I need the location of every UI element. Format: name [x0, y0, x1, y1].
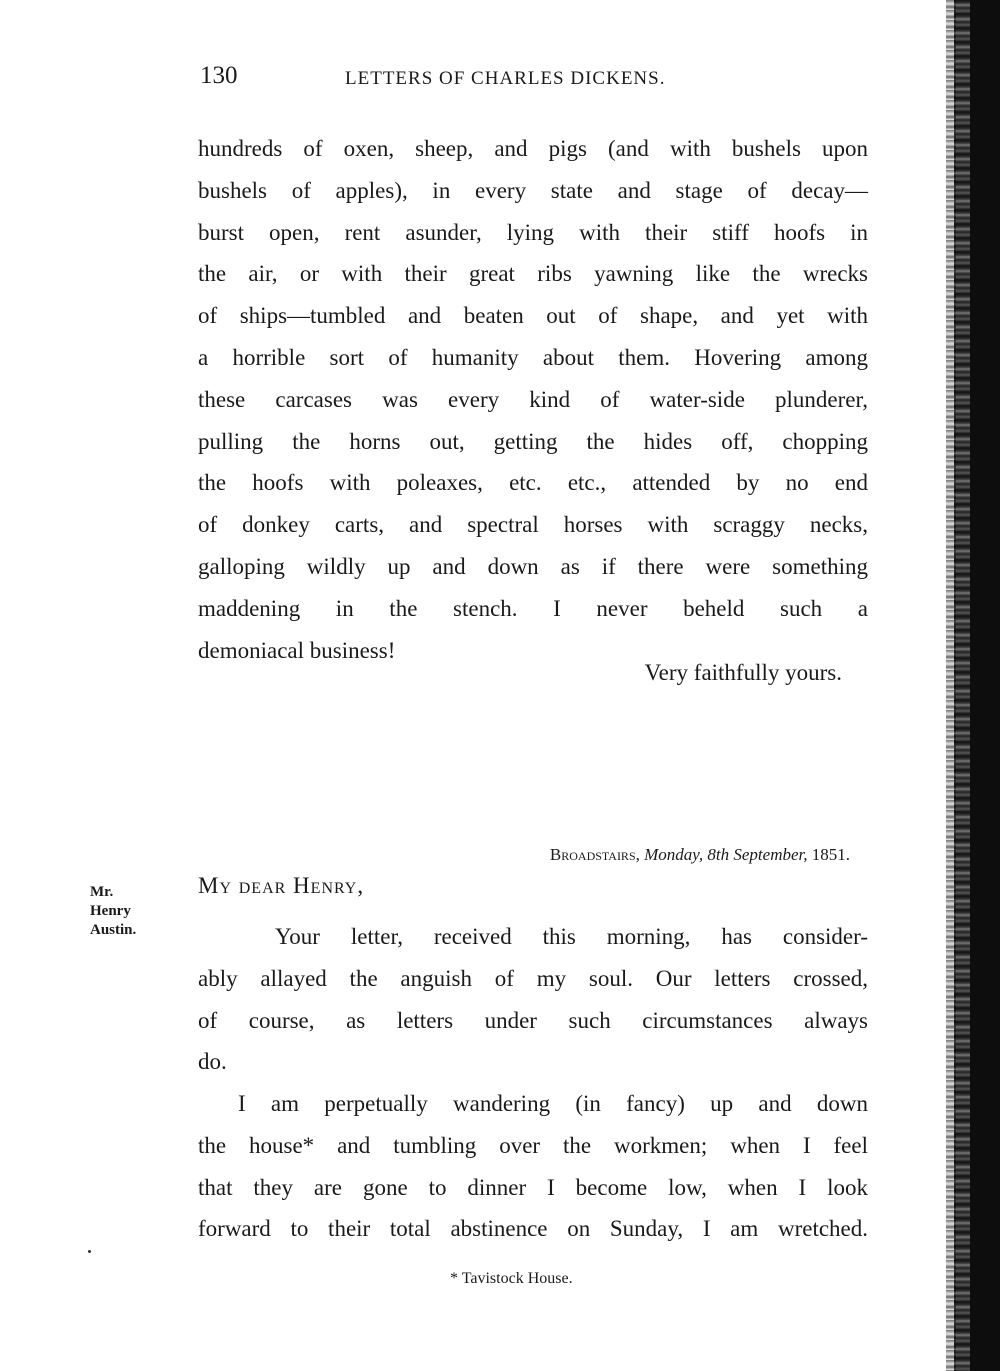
text-line: maddening in the stench. I never beheld such a	[198, 595, 868, 621]
text-line: forward to their total abstinence on Sunday, I am wretched.	[198, 1216, 868, 1242]
text-line: of donkey carts, and spectral horses with scraggy necks,	[198, 512, 868, 538]
letter-end-text	[198, 128, 868, 671]
margin-note-line: Henry	[90, 903, 131, 919]
text-line: these carcases was every kind of water-side plunderer,	[198, 386, 868, 412]
dateline-year: 1851.	[811, 845, 850, 864]
text-line: Your letter, received this morning, has consider-	[275, 924, 868, 949]
text-line: demoniacal business!	[198, 637, 396, 663]
text-line: the house* and tumbling over the workmen; when I feel	[198, 1132, 868, 1158]
text-line: of course, as letters under such circumstances always	[198, 1007, 868, 1033]
text-line: the air, or with their great ribs yawning like the wrecks	[198, 261, 868, 287]
text-line: hundreds of oxen, sheep, and pigs (and with bushels upon	[198, 136, 868, 161]
scanned-page-edge	[954, 0, 1000, 1371]
footnote: * Tavistock House.	[450, 1270, 573, 1287]
text-line: ably allayed the anguish of my soul. Our letters crossed,	[198, 965, 868, 991]
dateline-place: Broadstairs,	[549, 845, 640, 864]
dateline	[550, 845, 850, 865]
margin-note-line: Austin.	[90, 922, 137, 938]
text-line: do.	[198, 1049, 227, 1075]
margin-note-line: Mr.	[90, 884, 114, 900]
text-line: galloping wildly up and down as if there were something	[198, 553, 868, 579]
ink-speck	[88, 1250, 91, 1253]
text-line: the hoofs with poleaxes, etc. etc., attended by no end	[198, 470, 868, 496]
text-line: burst open, rent asunder, lying with their stiff hoofs in	[198, 219, 868, 245]
text-line: of ships—tumbled and beaten out of shape, and yet with	[198, 303, 868, 329]
dateline-day: Monday,	[644, 845, 704, 864]
margin-recipient-note	[90, 883, 160, 940]
running-title: LETTERS OF CHARLES DICKENS.	[345, 68, 666, 89]
dateline-date: 8th September,	[707, 845, 808, 864]
paragraph-2	[198, 1083, 868, 1250]
paragraph-1	[198, 916, 868, 1083]
text-line: pulling the horns out, getting the hides off, chopping	[198, 428, 868, 454]
text-line: a horrible sort of humanity about them. Hovering among	[198, 344, 868, 370]
letter-closing: Very faithfully yours.	[644, 660, 842, 685]
text-line: that they are gone to dinner I become low, when I look	[198, 1174, 868, 1200]
page-number: 130	[200, 62, 238, 89]
salutation: My dear Henry,	[198, 873, 365, 898]
text-line: I am perpetually wandering (in fancy) up and down	[238, 1091, 868, 1116]
text-line: bushels of apples), in every state and stage of decay—	[198, 177, 868, 203]
